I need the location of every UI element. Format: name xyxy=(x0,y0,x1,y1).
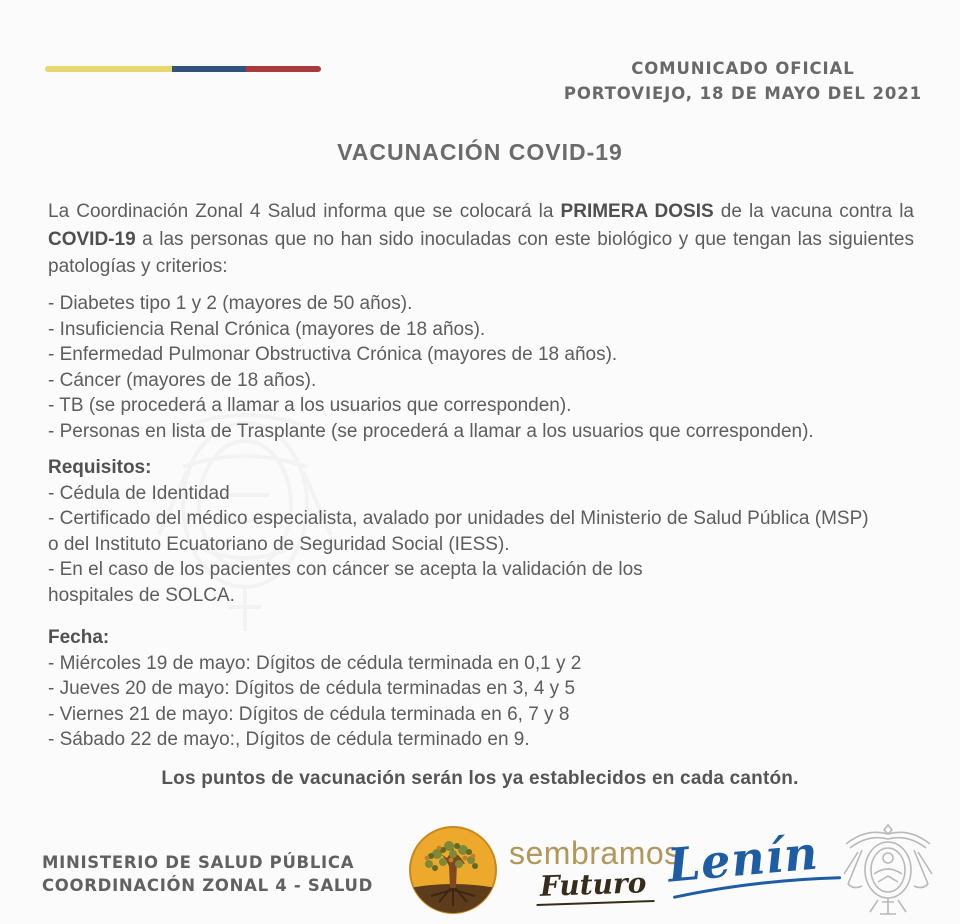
ecuador-flag-stripe xyxy=(45,66,321,72)
header-comunicado: COMUNICADO OFICIAL xyxy=(631,59,855,78)
flag-yellow-segment xyxy=(45,66,172,72)
ministry-block xyxy=(42,851,373,897)
list-item: - Viernes 21 de mayo: Dígitos de cédula terminada en 6, 7 y 8 xyxy=(48,703,570,725)
list-item: - Cáncer (mayores de 18 años). xyxy=(48,369,317,391)
tree-logo-icon xyxy=(407,824,499,916)
list-item: hospitales de SOLCA. xyxy=(48,584,235,606)
list-item: - En el caso de los pacientes con cáncer se acepta la validación de los xyxy=(48,559,643,581)
pathology-list xyxy=(48,291,928,445)
list-item: - Diabetes tipo 1 y 2 (mayores de 50 años). xyxy=(48,293,413,314)
header-block xyxy=(564,56,922,106)
dates-heading: Fecha: xyxy=(48,627,110,648)
ministry-line2: COORDINACIÓN ZONAL 4 - SALUD xyxy=(42,876,374,895)
list-item: - Jueves 20 de mayo: Dígitos de cédula terminadas en 3, 4 y 5 xyxy=(48,678,576,700)
lenin-signature xyxy=(666,826,846,901)
list-item: - TB (se procederá a llamar a los usuarios que corresponden). xyxy=(48,395,572,417)
list-item: - Enfermedad Pulmonar Obstructiva Crónica (mayores de 18 años). xyxy=(48,344,618,366)
signature-text: Lenín xyxy=(665,825,821,893)
campaign-word-futuro: Futuro xyxy=(535,868,655,906)
list-item: o del Instituto Ecuatoriano de Seguridad Social (IESS). xyxy=(48,533,510,555)
intro-part3: a las personas que no han sido inoculadas con este biológico y que tengan las siguientes patologías y criterios: xyxy=(48,228,914,277)
flag-red-segment xyxy=(246,66,321,72)
page-title: VACUNACIÓN COVID-19 xyxy=(337,139,623,165)
campaign-wordmark xyxy=(509,836,681,904)
list-item: - Certificado del médico especialista, avalado por unidades del Ministerio de Salud Pública (MSP) xyxy=(48,508,869,530)
requirements-heading: Requisitos: xyxy=(48,457,152,478)
dates-section xyxy=(48,625,928,753)
intro-bold-covid19: COVID-19 xyxy=(48,228,136,250)
flag-blue-segment xyxy=(172,66,247,72)
intro-bold-primera-dosis: PRIMERA DOSIS xyxy=(560,201,714,222)
requirements-section xyxy=(48,455,928,609)
list-item: - Personas en lista de Trasplante (se procederá a llamar a los usuarios que corresponden). xyxy=(48,420,814,442)
ministry-line1: MINISTERIO DE SALUD PÚBLICA xyxy=(42,853,355,872)
list-item: - Sábado 22 de mayo:, Dígitos de cédula terminado en 9. xyxy=(48,729,530,751)
intro-part2: de la vacuna contra la xyxy=(713,201,914,222)
header-date-place: PORTOVIEJO, 18 DE MAYO DEL 2021 xyxy=(563,84,922,103)
list-item: - Cédula de Identidad xyxy=(48,482,230,504)
campaign-word-sembramos: sembramos xyxy=(509,835,681,871)
list-item: - Insuficiencia Renal Crónica (mayores de 18 años). xyxy=(48,318,486,340)
intro-part1: La Coordinación Zonal 4 Salud informa que se colocará la xyxy=(48,201,561,222)
intro-paragraph xyxy=(48,198,914,281)
closing-statement: Los puntos de vacunación serán los ya establecidos en cada cantón. xyxy=(161,768,799,789)
list-item: - Miércoles 19 de mayo: Dígitos de cédula terminada en 0,1 y 2 xyxy=(48,652,582,674)
coat-of-arms-icon xyxy=(834,822,942,920)
sembramos-futuro-logo xyxy=(407,824,681,916)
